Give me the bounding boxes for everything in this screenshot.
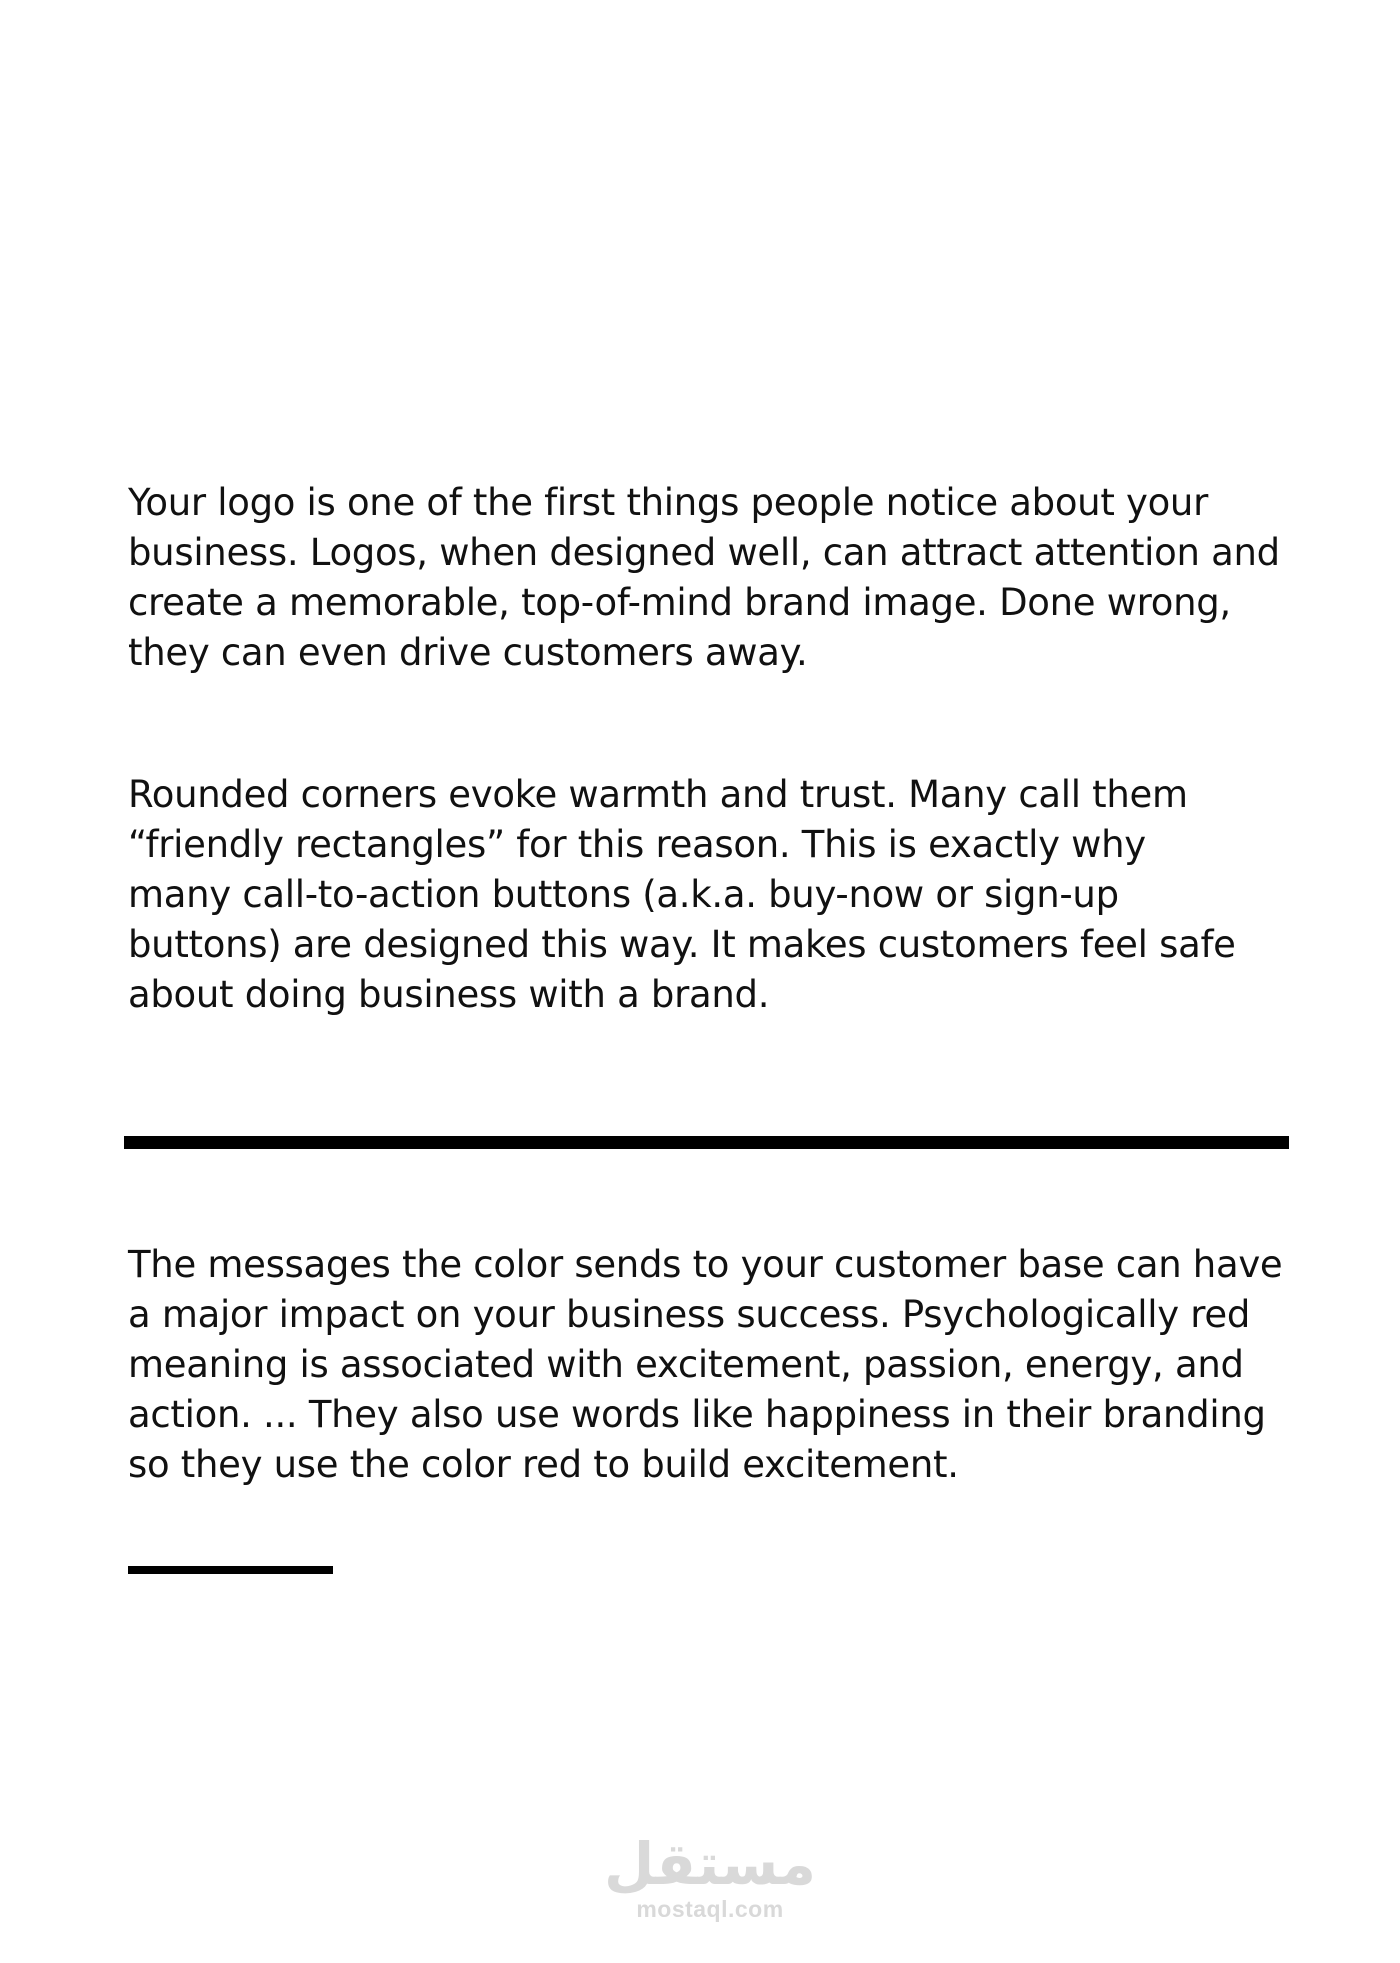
short-divider: [128, 1566, 333, 1574]
paragraph-color-red: The messages the color sends to your customer base can have a major impact on your business success. Psychologically red meaning is associated with excitement, passion, energy, and action. ... They also use words like happiness in their branding so they use the color red to build excitement.: [128, 1243, 1283, 1486]
watermark-url: mostaql.com: [636, 1896, 784, 1922]
watermark-logo-text: مستقل: [603, 1830, 817, 1898]
thick-divider: [124, 1136, 1289, 1149]
paragraph-logo-importance: Your logo is one of the first things people notice about your business. Logos, when designed well, can attract attention and create a memorable, top-of-mind brand image. Done wrong, they can even drive customers away.: [128, 481, 1280, 674]
mostaql-watermark: [600, 1832, 820, 1922]
paragraph-rounded-corners: Rounded corners evoke warmth and trust. Many call them “friendly rectangles” for this reason. This is exactly why many call-to-action buttons (a.k.a. buy-now or sign-up buttons) are designed this way. It makes customers feel safe about doing business with a brand.: [128, 773, 1236, 1016]
